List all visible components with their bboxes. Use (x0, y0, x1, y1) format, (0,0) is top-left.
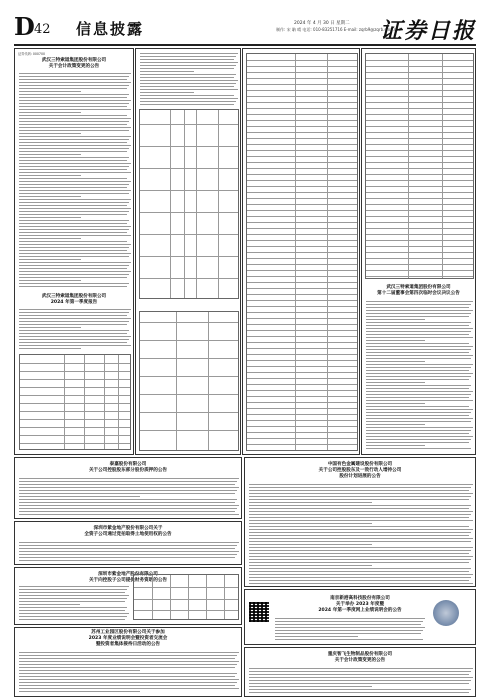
article-title: 武汉三特索道集团股份有限公司 (386, 285, 451, 290)
article-title: 武汉三特索道集团股份有限公司 (41, 294, 107, 299)
article-subtitle: 关于向控股子公司提供财务资助的公告 (88, 578, 168, 583)
page-header (14, 14, 476, 44)
date-line: 2024 年 4 月 30 日 星期二 (294, 21, 350, 26)
article-title: 深圳市紫金地产股份有限公司关于 (93, 526, 163, 531)
article-title: 重庆智飞生物制品股份有限公司 (327, 652, 393, 657)
article-block-left (14, 48, 134, 455)
article-title: 武汉三特索道集团股份有限公司 (41, 58, 107, 63)
article-title: 南京新港高科技股份有限公司 (330, 596, 390, 601)
article-subtitle: 关于会计政策变更的公告 (334, 658, 386, 663)
data-table (133, 574, 239, 620)
article-block (14, 457, 242, 519)
article-block (244, 589, 476, 645)
article-subtitle: 暨投资者集体接待日活动的公告 (95, 642, 161, 647)
article-subtitle: 2024 年第一季度网上业绩说明会的公告 (318, 608, 402, 613)
header-rule (14, 44, 476, 46)
section-title: 信息披露 (76, 20, 145, 38)
article-subtitle: 2024 年第一季度报告 (50, 300, 98, 305)
data-table (19, 354, 131, 450)
article-block (244, 647, 476, 697)
masthead-logo: 证券日报 (379, 18, 476, 44)
article-title: 苏州工业园区股份有限公司关于参加 (91, 630, 165, 635)
page-number: 42 (34, 22, 51, 37)
article-subtitle: 关于公司控股股东及一致行动人增持公司 (318, 468, 402, 473)
company-seal (433, 600, 459, 626)
data-table (139, 109, 239, 299)
article-subtitle: 2023 年度业绩说明会暨投资者交流会 (88, 636, 168, 641)
article-subtitle: 关于公司控股股东部分股份质押的公告 (88, 468, 168, 473)
article-block (14, 627, 242, 697)
article-subtitle: 关于会计政策变更的公告 (48, 64, 100, 69)
article-subtitle: 全资子公司通过竞拍取得土地使用权的公告 (84, 532, 172, 537)
article-title: 深圳市紫金地产股份有限公司 (98, 572, 158, 577)
table-block (242, 48, 360, 455)
article-block-right (361, 48, 476, 455)
contact-line: 制作: 宋 聃 晴 电话: 010-83251716 E-mail: zqrb9@zqrb.sina.net (276, 27, 401, 32)
article-block (14, 521, 242, 565)
data-table (139, 311, 239, 451)
page-letter: D (14, 12, 35, 41)
article-block (14, 567, 242, 625)
article-block (244, 457, 476, 587)
article-title: 泰嘉股份有限公司 (109, 462, 147, 467)
stock-code: 证券代码: 000700 (18, 52, 46, 56)
article-subtitle: 关于举办 2023 年度暨 (335, 602, 385, 607)
data-table (246, 53, 358, 451)
table-block (135, 48, 241, 455)
article-subtitle: 第十二届董事会第四次临时会议决议公告 (377, 291, 460, 296)
data-table (365, 53, 474, 279)
article-title: 中国有色金属建设股份有限公司 (327, 462, 393, 467)
article-subtitle: 股份计划进展的公告 (339, 474, 381, 479)
